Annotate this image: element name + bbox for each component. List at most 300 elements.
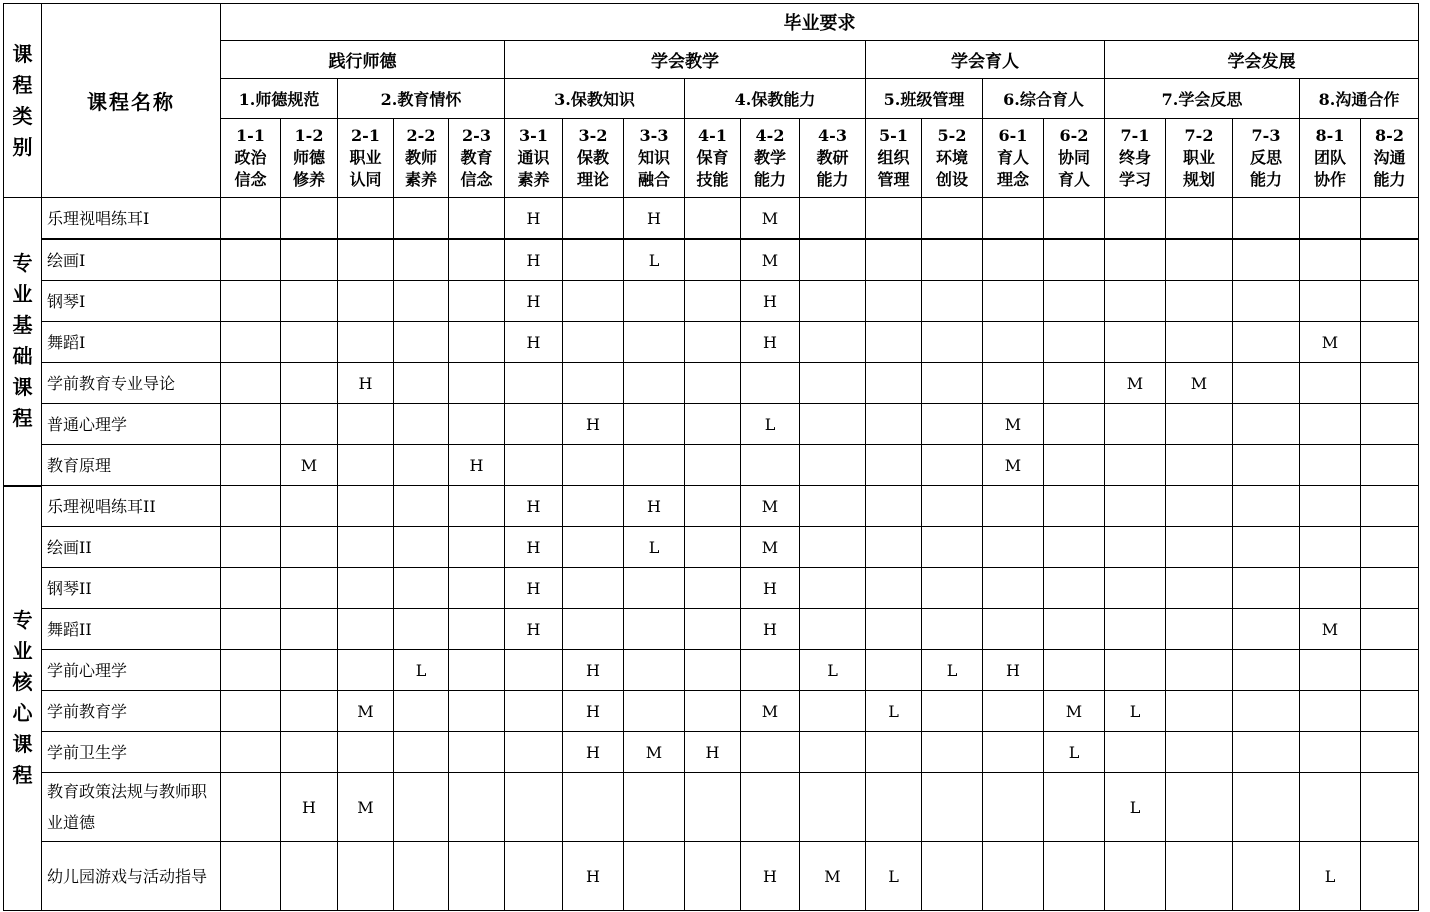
support-level-cell [866, 650, 922, 691]
course-name-header: 课程名称 [42, 4, 221, 198]
support-level-cell [1166, 486, 1233, 527]
support-level-cell: L [394, 650, 449, 691]
support-level-cell [741, 773, 800, 842]
indicator-code: 5-1 [879, 126, 908, 145]
support-level-cell [685, 239, 741, 281]
support-level-cell: H [983, 650, 1044, 691]
support-level-cell [866, 527, 922, 568]
table-row [4, 691, 1419, 732]
indicator-name: 组织 管理 [877, 148, 910, 189]
course-name: 学前卫生学 [42, 732, 221, 773]
support-level-cell [983, 239, 1044, 281]
indicator-header [1044, 119, 1105, 198]
support-level-cell [800, 732, 866, 773]
indicator-header [563, 119, 624, 198]
support-level-cell [800, 363, 866, 404]
support-level-cell [338, 842, 394, 911]
support-level-cell [1166, 322, 1233, 363]
support-level-cell [922, 445, 983, 486]
indicator-code: 3-3 [639, 126, 669, 145]
support-level-cell [1300, 691, 1361, 732]
support-level-cell: M [338, 773, 394, 842]
support-level-cell [983, 322, 1044, 363]
table-row [4, 527, 1419, 568]
support-level-cell [624, 445, 685, 486]
support-level-cell [800, 239, 866, 281]
indicator-name: 教师 素养 [404, 148, 437, 189]
indicator-header [1300, 119, 1361, 198]
support-level-cell [741, 650, 800, 691]
support-level-cell [563, 322, 624, 363]
indicator-header [505, 119, 563, 198]
support-level-cell [394, 281, 449, 322]
indicator-header [221, 119, 281, 198]
support-level-cell [800, 486, 866, 527]
support-level-cell [338, 239, 394, 281]
support-level-cell [1233, 239, 1300, 281]
support-level-cell [983, 363, 1044, 404]
support-level-cell [922, 322, 983, 363]
support-level-cell [922, 363, 983, 404]
support-level-cell [1361, 198, 1419, 240]
indicator-header [338, 119, 394, 198]
support-level-cell [983, 198, 1044, 240]
support-level-cell [800, 773, 866, 842]
course-name: 教育政策法规与教师职业道德 [42, 773, 221, 842]
support-level-cell [281, 281, 338, 322]
support-level-cell [1044, 527, 1105, 568]
support-level-cell [394, 842, 449, 911]
course-category: 专 业 核 心 课 程 [4, 486, 42, 911]
support-level-cell [281, 198, 338, 240]
support-level-cell [394, 445, 449, 486]
table-row [4, 404, 1419, 445]
support-level-cell: H [449, 445, 505, 486]
support-level-cell [338, 281, 394, 322]
support-level-cell [624, 363, 685, 404]
indicator-header [1361, 119, 1419, 198]
support-level-cell [1300, 363, 1361, 404]
support-level-cell [1361, 609, 1419, 650]
support-level-cell [1105, 239, 1166, 281]
support-level-cell [983, 527, 1044, 568]
support-level-cell [1105, 281, 1166, 322]
course-name: 乐理视唱练耳II [42, 486, 221, 527]
support-level-cell: M [800, 842, 866, 911]
support-level-cell [221, 281, 281, 322]
indicator-code: 3-1 [519, 126, 548, 145]
support-level-cell [1166, 445, 1233, 486]
indicator-name: 保育 技能 [696, 148, 729, 189]
table-row [4, 363, 1419, 404]
support-level-cell [1233, 609, 1300, 650]
support-level-cell [563, 363, 624, 404]
requirement-subgroup-header: 1.师德规范 [221, 79, 338, 119]
support-level-cell: M [983, 404, 1044, 445]
support-level-cell [505, 842, 563, 911]
support-level-cell [624, 404, 685, 445]
indicator-name: 通识 素养 [517, 148, 550, 189]
support-level-cell [1361, 527, 1419, 568]
indicator-code: 2-1 [351, 126, 380, 145]
support-level-cell [1361, 568, 1419, 609]
support-level-cell: M [983, 445, 1044, 486]
support-level-cell [624, 842, 685, 911]
support-level-cell [563, 568, 624, 609]
support-level-cell: M [281, 445, 338, 486]
support-level-cell: H [505, 281, 563, 322]
requirement-subgroup-header: 2.教育情怀 [338, 79, 505, 119]
course-category: 专 业 基 础 课 程 [4, 198, 42, 486]
indicator-name: 知识 融合 [637, 148, 670, 189]
indicator-code: 4-1 [698, 126, 727, 145]
support-level-cell [922, 691, 983, 732]
support-level-cell [922, 732, 983, 773]
indicator-header [1166, 119, 1233, 198]
support-level-cell [800, 527, 866, 568]
support-level-cell [624, 773, 685, 842]
support-level-cell: M [1044, 691, 1105, 732]
table-row [4, 650, 1419, 691]
support-level-cell: M [1166, 363, 1233, 404]
support-level-cell [281, 527, 338, 568]
indicator-name: 环境 创设 [935, 148, 968, 189]
support-level-cell [563, 773, 624, 842]
support-level-cell [1300, 281, 1361, 322]
course-name: 舞蹈II [42, 609, 221, 650]
support-level-cell: M [741, 691, 800, 732]
course-name: 乐理视唱练耳I [42, 198, 221, 240]
support-level-cell [1233, 486, 1300, 527]
support-level-cell [1361, 650, 1419, 691]
support-level-cell [221, 527, 281, 568]
support-level-cell [394, 239, 449, 281]
support-level-cell: L [866, 691, 922, 732]
support-level-cell [281, 363, 338, 404]
support-level-cell [563, 281, 624, 322]
support-level-cell [449, 568, 505, 609]
support-level-cell [1300, 650, 1361, 691]
indicator-header [866, 119, 922, 198]
support-level-cell [281, 609, 338, 650]
indicator-code: 2-3 [462, 126, 491, 145]
support-level-cell [1361, 445, 1419, 486]
support-level-cell: H [505, 527, 563, 568]
support-level-cell [1166, 609, 1233, 650]
support-level-cell [922, 239, 983, 281]
course-name: 普通心理学 [42, 404, 221, 445]
support-level-cell [1166, 650, 1233, 691]
support-level-cell [1233, 842, 1300, 911]
table-row [4, 609, 1419, 650]
support-level-cell [1044, 322, 1105, 363]
support-level-cell [922, 568, 983, 609]
support-level-cell [449, 609, 505, 650]
support-level-cell [281, 650, 338, 691]
support-level-cell [221, 239, 281, 281]
support-level-cell [505, 773, 563, 842]
indicator-name: 教育 信念 [460, 148, 493, 189]
support-level-cell [221, 322, 281, 363]
support-level-cell [800, 198, 866, 240]
support-level-cell: M [1300, 322, 1361, 363]
support-level-cell [1044, 773, 1105, 842]
indicator-code: 4-2 [755, 126, 785, 145]
support-level-cell [281, 322, 338, 363]
support-level-cell [338, 404, 394, 445]
support-level-cell [866, 363, 922, 404]
indicator-code: 7-2 [1184, 126, 1214, 145]
support-level-cell: M [338, 691, 394, 732]
support-level-cell: L [1044, 732, 1105, 773]
support-level-cell [1105, 568, 1166, 609]
indicator-name: 协同 育人 [1057, 148, 1090, 189]
support-level-cell: H [338, 363, 394, 404]
support-level-cell [505, 404, 563, 445]
course-name: 绘画I [42, 239, 221, 281]
support-level-cell [338, 568, 394, 609]
support-level-cell [221, 404, 281, 445]
support-level-cell: H [741, 281, 800, 322]
requirement-subgroup-header: 8.沟通合作 [1300, 79, 1419, 119]
indicator-name: 沟通 能力 [1373, 148, 1406, 189]
support-level-cell [1300, 486, 1361, 527]
course-name: 幼儿园游戏与活动指导 [42, 842, 221, 911]
support-level-cell [1233, 691, 1300, 732]
requirement-group-header: 学会育人 [866, 41, 1105, 79]
support-level-cell [1361, 691, 1419, 732]
support-level-cell [338, 732, 394, 773]
support-level-cell [1361, 239, 1419, 281]
table-row [4, 445, 1419, 486]
support-level-cell [281, 842, 338, 911]
support-level-cell [394, 486, 449, 527]
support-level-cell: L [624, 239, 685, 281]
support-level-cell [281, 404, 338, 445]
support-level-cell [741, 363, 800, 404]
requirement-subgroup-header: 6.综合育人 [983, 79, 1105, 119]
indicator-code: 6-2 [1059, 126, 1089, 145]
indicator-header [922, 119, 983, 198]
support-level-cell [394, 609, 449, 650]
support-level-cell [1166, 842, 1233, 911]
support-level-cell [1300, 732, 1361, 773]
support-level-cell [866, 198, 922, 240]
support-level-cell [505, 650, 563, 691]
support-level-cell [1361, 486, 1419, 527]
support-level-cell [221, 842, 281, 911]
support-level-cell [221, 198, 281, 240]
support-level-cell [1105, 842, 1166, 911]
support-level-cell [685, 568, 741, 609]
support-level-cell: M [741, 486, 800, 527]
support-level-cell [1166, 281, 1233, 322]
support-level-cell: H [741, 842, 800, 911]
support-level-cell [449, 363, 505, 404]
support-level-cell [338, 609, 394, 650]
support-level-cell [221, 650, 281, 691]
support-level-cell [1105, 650, 1166, 691]
requirement-group-header: 学会教学 [505, 41, 866, 79]
support-level-cell [1166, 198, 1233, 240]
course-name: 教育原理 [42, 445, 221, 486]
support-level-cell [281, 239, 338, 281]
support-level-cell [1166, 691, 1233, 732]
support-level-cell [449, 527, 505, 568]
support-level-cell [1233, 650, 1300, 691]
support-level-cell [983, 842, 1044, 911]
support-level-cell [983, 609, 1044, 650]
support-level-cell [221, 732, 281, 773]
course-requirement-matrix [3, 3, 1419, 911]
support-level-cell [1044, 486, 1105, 527]
indicator-name: 师德 修养 [292, 148, 325, 189]
support-level-cell [394, 363, 449, 404]
support-level-cell: H [505, 322, 563, 363]
support-level-cell [866, 322, 922, 363]
support-level-cell [1044, 239, 1105, 281]
course-name: 钢琴I [42, 281, 221, 322]
support-level-cell [394, 198, 449, 240]
indicator-header [1233, 119, 1300, 198]
indicator-name: 反思 能力 [1249, 148, 1282, 189]
support-level-cell [1105, 732, 1166, 773]
support-level-cell [563, 239, 624, 281]
support-level-cell [1233, 404, 1300, 445]
support-level-cell [221, 486, 281, 527]
support-level-cell [1233, 568, 1300, 609]
support-level-cell [1044, 363, 1105, 404]
indicator-name: 政治 信念 [234, 148, 267, 189]
indicator-code: 7-1 [1120, 126, 1150, 145]
support-level-cell [866, 445, 922, 486]
requirement-group-header: 践行师德 [221, 41, 505, 79]
support-level-cell [922, 281, 983, 322]
support-level-cell [1300, 568, 1361, 609]
support-level-cell [281, 691, 338, 732]
support-level-cell [1361, 363, 1419, 404]
table-row [4, 842, 1419, 911]
support-level-cell [449, 691, 505, 732]
support-level-cell [394, 773, 449, 842]
support-level-cell [800, 445, 866, 486]
support-level-cell [685, 842, 741, 911]
support-level-cell [685, 609, 741, 650]
support-level-cell [1166, 404, 1233, 445]
support-level-cell [221, 445, 281, 486]
table-row [4, 486, 1419, 527]
support-level-cell [394, 691, 449, 732]
support-level-cell [983, 691, 1044, 732]
support-level-cell [449, 239, 505, 281]
support-level-cell [563, 486, 624, 527]
support-level-cell: H [505, 198, 563, 240]
indicator-name: 教研 能力 [816, 148, 849, 189]
table-row [4, 281, 1419, 322]
indicator-code: 3-2 [578, 126, 608, 145]
support-level-cell [624, 322, 685, 363]
support-level-cell [866, 568, 922, 609]
support-level-cell [800, 322, 866, 363]
support-level-cell [1044, 568, 1105, 609]
requirement-subgroup-header: 5.班级管理 [866, 79, 983, 119]
indicator-code: 1-2 [294, 126, 324, 145]
support-level-cell: H [563, 691, 624, 732]
support-level-cell [281, 568, 338, 609]
support-level-cell [1166, 773, 1233, 842]
support-level-cell [394, 404, 449, 445]
support-level-cell [338, 650, 394, 691]
support-level-cell [685, 650, 741, 691]
support-level-cell [394, 568, 449, 609]
support-level-cell [1300, 527, 1361, 568]
support-level-cell [394, 527, 449, 568]
requirement-subgroup-header: 3.保教知识 [505, 79, 685, 119]
support-level-cell [449, 198, 505, 240]
support-level-cell [338, 322, 394, 363]
support-level-cell [685, 404, 741, 445]
course-name: 学前教育专业导论 [42, 363, 221, 404]
indicator-header [1105, 119, 1166, 198]
support-level-cell: L [1105, 691, 1166, 732]
support-level-cell [685, 691, 741, 732]
table-row [4, 568, 1419, 609]
support-level-cell [866, 773, 922, 842]
support-level-cell [1166, 732, 1233, 773]
support-level-cell [449, 842, 505, 911]
support-level-cell: H [563, 404, 624, 445]
support-level-cell: H [741, 568, 800, 609]
support-level-cell [983, 281, 1044, 322]
support-level-cell [1105, 198, 1166, 240]
support-level-cell: H [624, 198, 685, 240]
support-level-cell [1044, 609, 1105, 650]
support-level-cell [1105, 322, 1166, 363]
indicator-header [624, 119, 685, 198]
indicator-code: 6-1 [998, 126, 1028, 145]
support-level-cell [922, 773, 983, 842]
support-level-cell [866, 486, 922, 527]
graduation-requirements-header: 毕业要求 [221, 4, 1419, 41]
support-level-cell: M [1300, 609, 1361, 650]
support-level-cell: H [563, 842, 624, 911]
support-level-cell [1044, 650, 1105, 691]
support-level-cell [685, 486, 741, 527]
support-level-cell [685, 527, 741, 568]
support-level-cell [281, 486, 338, 527]
support-level-cell [1300, 445, 1361, 486]
support-level-cell [221, 691, 281, 732]
course-name: 绘画II [42, 527, 221, 568]
indicator-code: 8-2 [1375, 126, 1404, 145]
support-level-cell [1233, 732, 1300, 773]
table-row [4, 773, 1419, 842]
support-level-cell [983, 773, 1044, 842]
support-level-cell [1044, 842, 1105, 911]
support-level-cell: L [741, 404, 800, 445]
support-level-cell [1361, 322, 1419, 363]
support-level-cell [338, 486, 394, 527]
support-level-cell [922, 486, 983, 527]
support-level-cell [1105, 404, 1166, 445]
support-level-cell [281, 732, 338, 773]
support-level-cell: L [922, 650, 983, 691]
course-name: 舞蹈I [42, 322, 221, 363]
category-header: 课程类别 [4, 4, 42, 198]
indicator-code: 8-1 [1315, 126, 1345, 145]
requirement-subgroup-header: 4.保教能力 [685, 79, 866, 119]
support-level-cell: M [624, 732, 685, 773]
